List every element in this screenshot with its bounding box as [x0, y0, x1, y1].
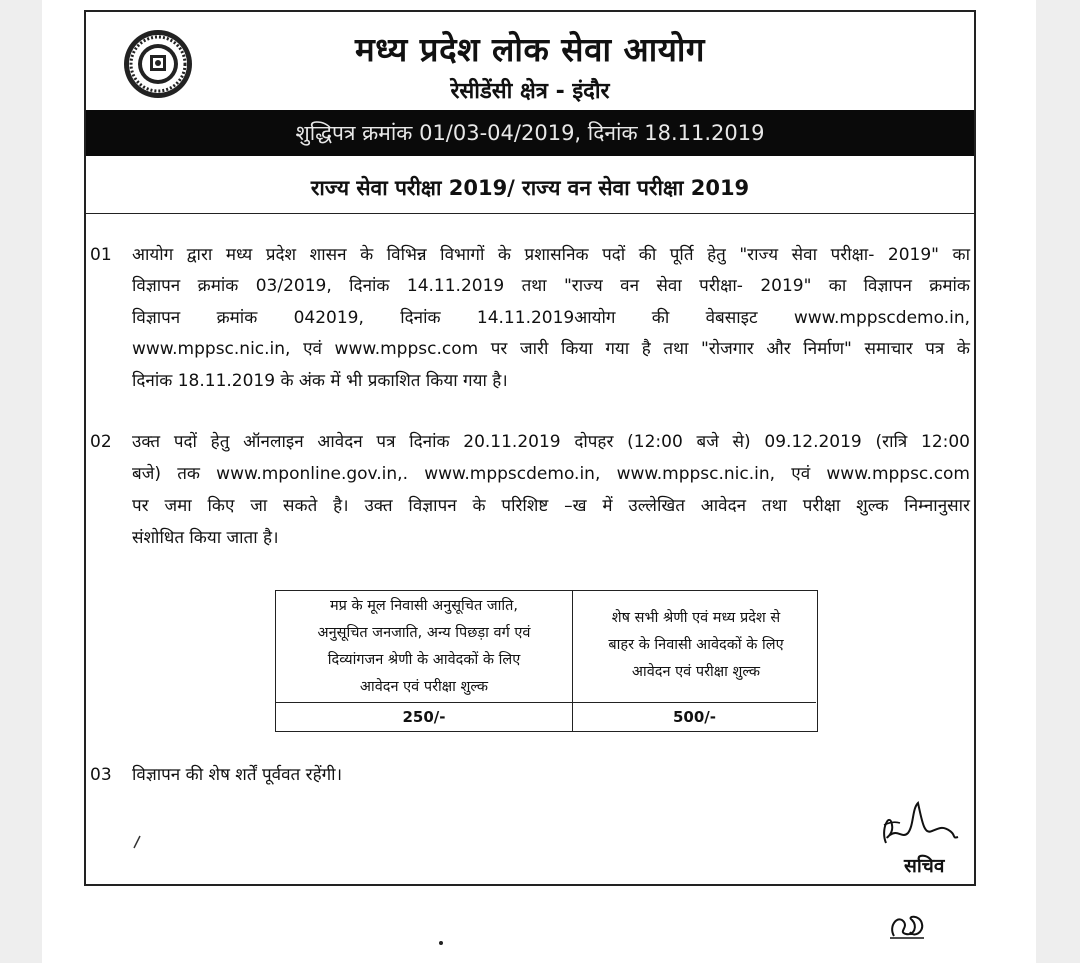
header-line: शेष सभी श्रेणी एवं मध्य प्रदेश से: [611, 610, 781, 626]
letterhead: [86, 12, 974, 110]
paragraph-line: विज्ञापन क्रमांक 03/2019, दिनांक 14.11.2019 तथा "राज्य वन सेवा परीक्षा- 2019" का विज्ञापन क्रमांक: [132, 276, 970, 296]
fee-value-other: 500/-: [672, 708, 716, 726]
dot-mark: [438, 940, 444, 946]
fee-table-header-reserved: [282, 593, 566, 701]
initials: [884, 908, 928, 944]
header-line: बाहर के निवासी आवेदकों के लिए: [608, 637, 784, 653]
paragraph-line: संशोधित किया जाता है।: [132, 528, 279, 548]
signature: [872, 795, 972, 855]
header-line: मप्र के मूल निवासी अनुसूचित जाति,: [329, 598, 519, 614]
header-line: आवेदन एवं परीक्षा शुल्क: [359, 679, 489, 695]
paragraph-03: [90, 760, 970, 794]
paragraph-line: विज्ञापन की शेष शर्तें पूर्ववत रहेंगी।: [132, 765, 343, 785]
header-line: दिव्यांगजन श्रेणी के आवेदकों के लिए: [327, 652, 521, 668]
divider: [86, 213, 974, 214]
fee-table: [275, 590, 818, 732]
fee-value-reserved: 250/-: [402, 708, 446, 726]
paragraph-line: आयोग द्वारा मध्य प्रदेश शासन के विभिन्न विभागों के प्रशासनिक पदों की पूर्ति हेतु "राज्य सेवा परीक्षा- 2019" का: [132, 245, 970, 265]
paragraph-line: विज्ञापन क्रमांक 042019, दिनांक 14.11.2019आयोग की वेबसाइट www.mppscdemo.in,: [132, 308, 970, 328]
paragraph-01: [90, 240, 970, 410]
paragraph-line: www.mppsc.nic.in, एवं www.mppsc.com पर जारी किया गया है तथा "रोजगार और निर्माण" समाचार पत्र के: [132, 339, 970, 359]
signatory-designation: सचिव: [904, 855, 945, 877]
stray-mark: [130, 834, 144, 850]
paragraph-number: 01: [90, 245, 112, 265]
paragraph-line: उक्त पदों हेतु ऑनलाइन आवेदन पत्र दिनांक 20.11.2019 दोपहर (12:00 बजे से) 09.12.2019 (रात्रि 12:00: [132, 432, 970, 452]
org-subtitle: रेसीडेंसी क्षेत्र - इंदौर: [450, 79, 610, 104]
paragraph-02: [90, 427, 970, 567]
exam-title: राज्य सेवा परीक्षा 2019/ राज्य वन सेवा परीक्षा 2019: [310, 176, 750, 200]
paragraph-number: 02: [90, 432, 112, 452]
header-line: अनुसूचित जनजाति, अन्य पिछड़ा वर्ग एवं: [317, 625, 531, 641]
org-title: मध्य प्रदेश लोक सेवा आयोग: [355, 30, 705, 69]
paragraph-number: 03: [90, 765, 112, 785]
fee-table-header-other: [578, 605, 814, 686]
header-line: आवेदन एवं परीक्षा शुल्क: [631, 664, 761, 680]
corrigendum-reference: शुद्धिपत्र क्रमांक 01/03-04/2019, दिनांक 18.11.2019: [86, 110, 974, 156]
paragraph-line: दिनांक 18.11.2019 के अंक में भी प्रकाशित किया गया है।: [132, 371, 508, 391]
table-divider: [276, 702, 816, 703]
paragraph-line: बजे) तक www.mponline.gov.in,. www.mppscdemo.in, www.mppsc.nic.in, एवं www.mppsc.com: [132, 464, 970, 484]
paragraph-line: पर जमा किए जा सकते है। उक्त विज्ञापन के परिशिष्ट –ख में उल्लेखित आवेदन तथा परीक्षा शुल्क निम्नानुसार: [132, 496, 970, 516]
